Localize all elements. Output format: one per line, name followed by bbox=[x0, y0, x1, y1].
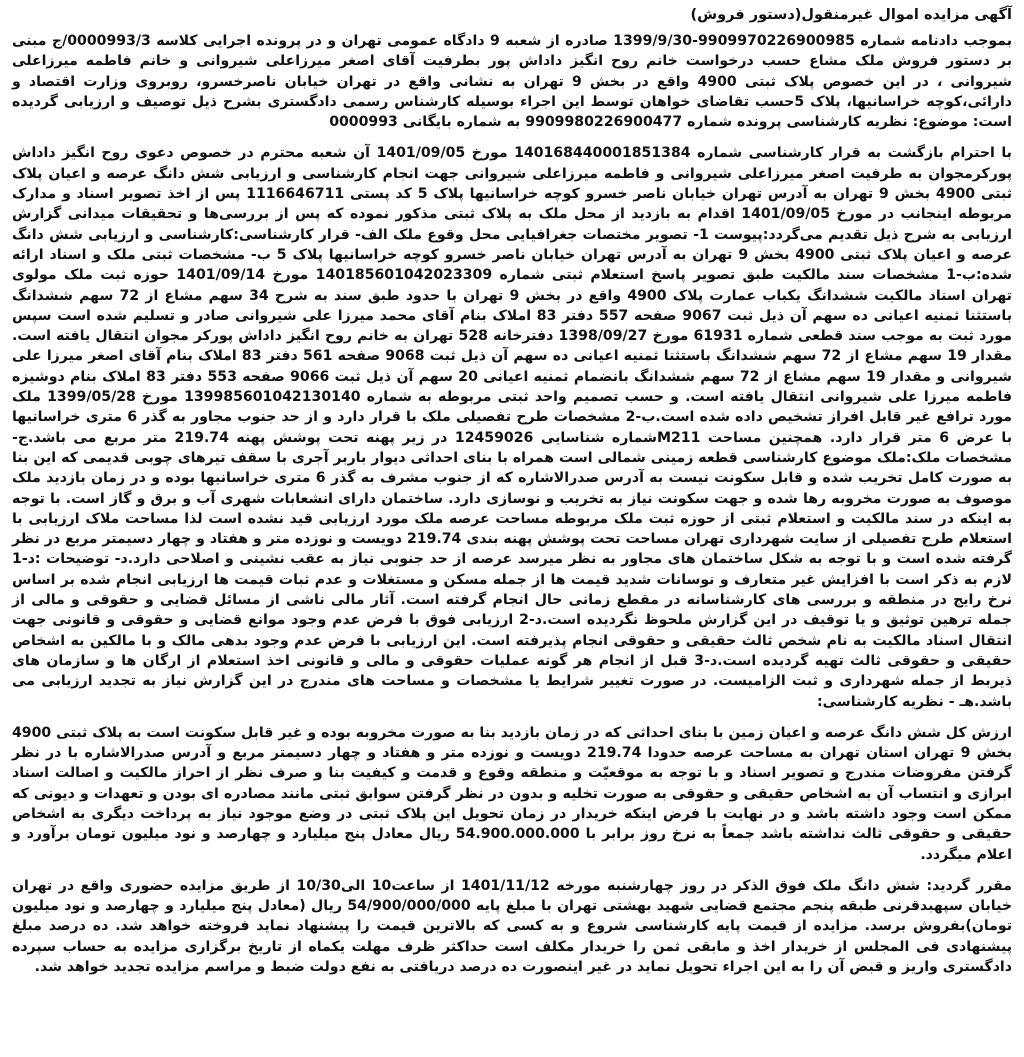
auction-notice bbox=[12, 6, 1012, 977]
notice-paragraph-verdict: بموجب دادنامه شماره 9909970226900985-1399/9/30 صادره از شعبه 9 دادگاه عمومی تهران و در پرونده اجرایی کلاسه 0000993/3/ج مبنی بر دستور فروش ملک مشاع حسب درخواست خانم روح انگیز داداش پور بطرفیت آقای اصغر میرزاعلی شیروانی و خانم فاطمه میرزاعلی شیروانی ، در این خصوص پلاک ثبتی 4900 واقع در بخش 9 تهران به نشانی واقع در تهران خیابان ناصرخسرو، روبروی وزارت اقتصاد و دارائی،کوچه خراسانیها، پلاک 5حسب تقاضای خواهان توسط این اجراء بوسیله کارشناس رسمی دادگستری بشرح ذیل توصیف و ارزیابی گردیده است: موضوع: نظریه کارشناسی پرونده شماره 9909980226900477 به شماره بایگانی 0000993 bbox=[12, 33, 1013, 131]
notice-title: آگهی مزایده اموال غیرمنقول(دستور فروش) bbox=[690, 7, 1012, 23]
notice-paragraph-valuation: ارزش کل شش دانگ عرصه و اعیان زمین با بنای احداثی که در زمان بازدید بنا به صورت مخروبه بوده و غیر قابل سکونت است به پلاک ثبتی 4900 بخش 9 تهران استان تهران به مساحت عرصه حدودا 219.74 دویست و نوزده متر و هفتاد و چهار دسیمتر مربع و آدرس صدرالاشاره با در نظر گرفتن مفروضات مندرج و تصویر اسناد و با توجه به موقعیّت و منطقه وقوع و قدمت و کیفیت بنا و صرف نظر از احراز مالکیت و اصالت اسناد ابرازی و انتساب آن به اشخاص حقیقی و حقوقی به صورت تخلیه و بدون در نظر گرفتن سوابق ثبتی مانند مصادره ای بودن و تعهدات و دیونی که ممکن است وجود داشته باشد و در نهایت با فرض اینکه خریدار در زمان تحویل این پلاک ثبتی در وضع موجود نیاز به پرداخت دیگری به اشخاص حقیقی و حقوقی ثالث نداشته باشد جمعاً به نرخ روز برابر با 54.900.000.000 ریال معادل پنج میلیارد و چهارصد و نود میلیون تومان برآورد و اعلام میگردد. bbox=[12, 724, 1012, 863]
notice-paragraph-expert-report: با احترام بازگشت به قرار کارشناسی شماره 140168440001851384 مورخ 1401/09/05 آن شعبه محترم در خصوص دعوی روح انگیز داداش پورکرمجوان به طرفیت اصغر میرزاعلی شیروانی و فاطمه میرزاعلی شیروانی جهت انجام کارشناسی و ارزیابی شش دانگ عرصه و اعیان پلاک ثبتی 4900 بخش 9 تهران به آدرس تهران خیابان ناصر خسرو کوچه خراسانیها پلاک 5 کد پستی 1116646711 پس از اخذ تصویر اسناد و مدارک مربوطه اینجانب در مورخ 1401/09/05 اقدام به بازدید از محل ملک به پلاک ثبتی مذکور نموده که پس از بررسی‌ها و تحقیقات میدانی گزارش ارزیابی به شرح ذیل تقدیم می‌گردد:پیوست 1- تصویر مختصات جغرافیایی محل وقوع ملک الف- قرار کارشناسی:کارشناسی و ارزیابی شش دانگ عرصه و اعیان پلاک ثبتی 4900 بخش 9 تهران به آدرس تهران خیابان ناصر خسرو کوچه خراسانیها پلاک 5 ب- مشخصات ثبتی ملک و اسناد ارائه شده:ب-1 مشخصات سند مالکیت طبق تصویر پاسخ استعلام ثبتی شماره 140185601042023309 مورخ 1401/09/14 حوزه ثبت ملک مولوی تهران اسناد مالکیت ششدانگ یکباب عمارت پلاک 4900 واقع در بخش 9 تهران با حدود طبق سند به شرح 34 سهم مشاع از 72 سهم ششدانگ باستثنا ثمنیه اعیانی ده سهم آن ذیل ثبت 9067 صفحه 557 دفتر 83 املاک بنام آقای محمد میرزا علی شیروانی صادر و تسلیم شده است سپس مورد ثبت به موجب سند قطعی شماره 61931 مورخ 1398/09/27 دفترخانه 528 تهران به خانم روح انگیز داداش پورکر مجوان انتقال یافته است. مقدار 19 سهم مشاع از 72 سهم ششدانگ باستثنا ثمنیه اعیانی ده سهم آن ذیل ثبت 9068 صفحه 561 دفتر 83 املاک بنام آقای اصغر میرزا علی شیروانی و مقدار 19 سهم مشاع از 72 سهم ششدانگ بانضمام ثمنیه اعیانی 20 سهم آن ذیل ثبت 9066 صفحه 553 دفتر 83 املاک بنام دوشیزه فاطمه میرزا علی شیروانی انتقال یافته است. و حسب تصمیم واحد ثبتی مربوطه به شماره 139985601042130140 مورخ 1399/05/28 ملک مورد ترافع غیر قابل افراز تشخیص داده شده است.ب-2 مشخصات طرح تفصیلی ملک با قرار دارد و از حد جنوب مجاور به گذر 6 متری خراسانیها با عرض 6 متر قرار دارد. همچنین مساحت M211شماره شناسایی 12459026 در زیر پهنه تحت پوشش پهنه 219.74 متر مربع می باشد.ج- مشخصات ملک:ملک موضوع کارشناسی قطعه زمینی شمالی است همراه با بنای احداثی دیوار باربر آجری با سقف تیرهای چوبی قدیمی که این بنا به صورت کامل تخریب شده و قابل سکونت نیست به آدرس صدرالاشاره که از جنوب مشرف به گذر 6 متری خراسانیها بوده و در زمان بازدید ملک موصوف به صورت مخروبه رها شده و جهت سکونت نیاز به تخریب و نوسازی دارد. ساختمان دارای انشعابات شهری آب و برق و گاز است. با توجه به اینکه در سند مالکیت و استعلام ثبتی از حوزه ثبت ملک مربوطه مساحت عرصه ملک مورد ارزیابی قید نشده است لذا مساحت ملاک ارزیابی با استعلام طرح تفصیلی از سایت شهرداری تهران مساحت تحت پوشش پهنه بندی 219.74 دویست و نوزده متر و هفتاد و چهار دسیمتر مربع در نظر گرفته شده است و با توجه به شکل ساختمان های مجاور به نظر میرسد عرصه از حد جنوبی نیاز به عقب نشینی و اصلاحی دارد.د- توضیحات :د-1 لازم به ذکر است با افزایش غیر متعارف و نوسانات شدید قیمت ها از جمله مسکن و مستغلات و عدم ثبات قیمت ها ارزیابی انجام شده بر اساس نرخ رایج در منطقه و بررسی های کارشناسانه در مقطع زمانی حال انجام گرفته است. آثار مالی ناشی از مسائل قضایی و حقوقی و مالی از جمله ترهین توثیق و یا توقیف در این گزارش ملحوظ نگردیده است.د-2 ارزیابی فوق با فرض عدم وجود موانع قضایی و حقوقی و قانونی جهت انتقال اسناد مالکیت به نام شخص ثالث حقیقی و حقوقی انجام پذیرفته است. این ارزیابی با فرض عدم وجود بدهی مالک و با مالکین به اشخاص حقیقی و حقوقی ثالث تهیه گردیده است.د-3 قبل از انجام هر گونه عملیات حقوقی و مالی و قانونی اخذ استعلام از ارگان ها و سازمان های ذیربط از جمله شهرداری و ثبت الزامیست. در صورت تغییر شرایط یا مشخصات و مساحت های مندرج در این گزارش نیاز به تجدید ارزیابی می باشد.هـ - نظریه کارشناسی: bbox=[12, 145, 1013, 710]
notice-paragraph-auction-terms: مقرر گردید: شش دانگ ملک فوق الذکر در روز چهارشنبه مورخه 1401/11/12 از ساعت10 الی10/30 از طریق مزایده حضوری واقع در تهران خیابان سپهبدقرنی طبقه پنجم مجتمع قضایی شهید بهشتی تهران با مبلغ پایه 54/900/000/000 ریال (معادل پنج میلیارد و چهارصد و نود میلیون تومان)بفروش برسد. مزایده از قیمت پایه کارشناسی شروع و به کسی که بالاترین قیمت را پیشنهاد نماید فروخته خواهد شد. ده درصد مبلغ پیشنهادی فی المجلس از خریدار اخذ و مابقی ثمن را خریدار مکلف است حداکثر ظرف مهلت یکماه از تاریخ برگزاری مزایده به حساب سپرده دادگستری واریز و قبض آن را به این اجراء تحویل نماید در غیر اینصورت ده درصد دریافتی به نفع دولت ضبط و مراسم مزایده تجدید خواهد شد. bbox=[12, 877, 1013, 976]
